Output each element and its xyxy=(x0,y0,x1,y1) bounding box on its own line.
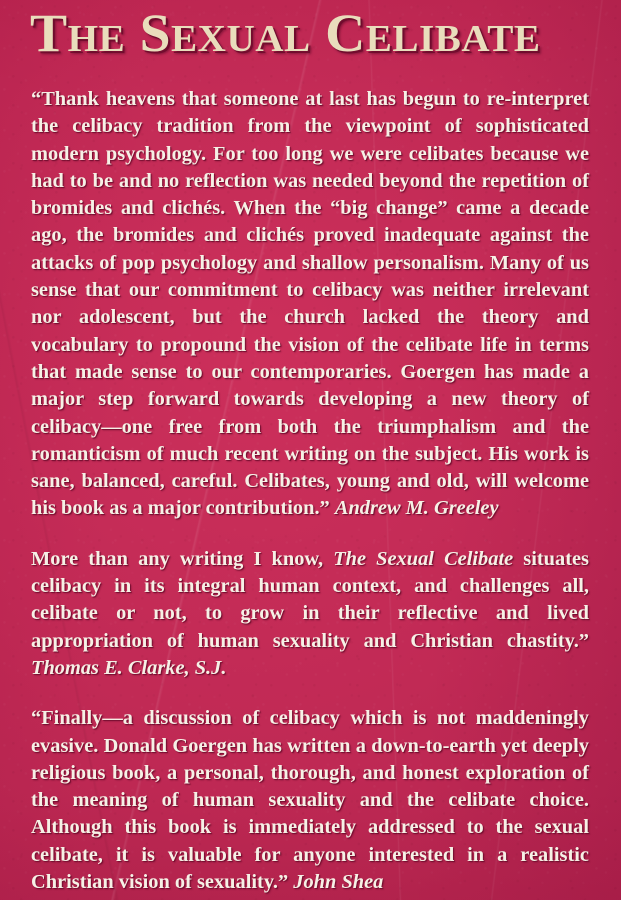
title-block xyxy=(30,0,593,72)
blurb-list xyxy=(31,86,589,896)
blurb-text: “Thank heavens that someone at last has begun to re-interpret the celibacy tradition from the viewpoint of sophisticated modern psychology. For too long we were celibates because we had to be and no reflection was needed beyond the repetition of bromides and clichés. When the “big change” came a decade ago, the bromides and clichés proved inadequate against the attacks of pop psychology and shallow personalism. Many of us sense that our commitment to celibacy was neither irrelevant nor adolescent, but the church lacked the theory and vocabulary to propound the vision of the celibate life in terms that made sense to our contemporaries. Goergen has made a major step forward towards developing a new theory of celibacy—one free from both the triumphalism and the romanticism of much recent writing on the subject. His work is sane, balanced, careful. Celibates, young and old, will welcome his book as a major contribution.” xyxy=(31,88,589,520)
blurb-text-before-title: More than any writing I know, xyxy=(31,547,334,570)
cited-book-title: The Sexual Celibate xyxy=(333,547,514,570)
blurb-text: “Finally—a discussion of celibacy which is not maddeningly evasive. Donald Goergen has written a down-to-earth yet deeply religious book, a personal, thorough, and honest exploration of the meaning of human sexuality and the celibate choice. Although this book is immediately addressed to the sexual celibate, it is valuable for anyone interested in a realistic Christian vision of sexuality.” xyxy=(31,707,589,894)
blurb-text-after-title: situates celibacy in its integral human context, and challenges all, celibate or not, to grow in their reflective and lived appropriation of human sexuality and Christian chastity.” xyxy=(31,547,589,652)
page-title: The Sexual Celibate xyxy=(30,3,541,63)
blurb-shea xyxy=(31,705,589,896)
blurb-attribution: John Shea xyxy=(293,871,384,894)
blurb-greeley xyxy=(31,86,589,523)
blurb-clarke xyxy=(31,546,589,682)
blurb-attribution: Andrew M. Greeley xyxy=(334,497,499,520)
blurb-attribution: Thomas E. Clarke, S.J. xyxy=(31,656,227,679)
